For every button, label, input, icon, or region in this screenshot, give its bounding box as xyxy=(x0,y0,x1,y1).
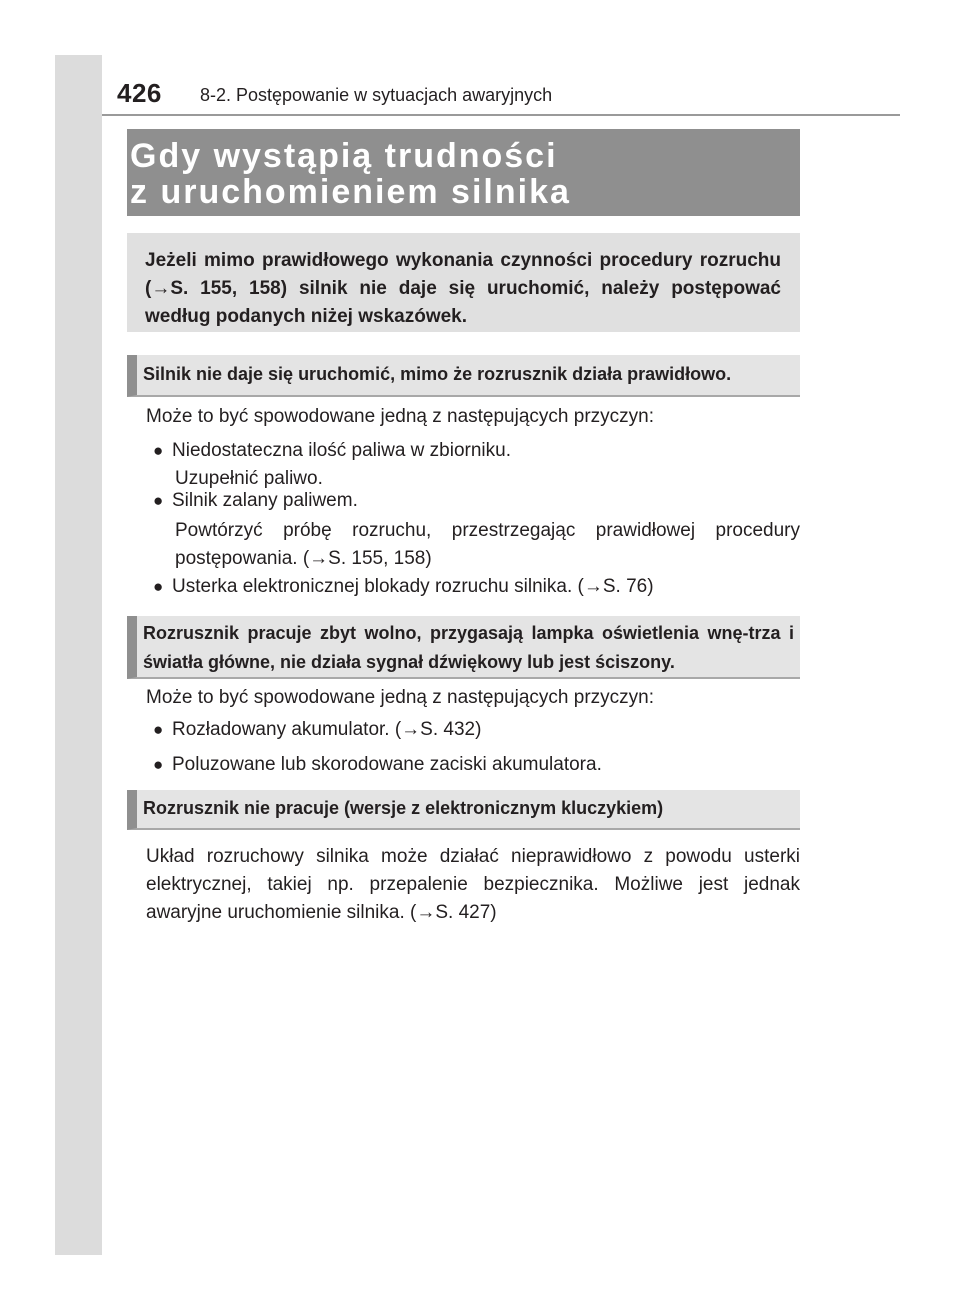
list-item-text: Niedostateczna ilość paliwa w zbiorniku. xyxy=(172,440,511,461)
section-heading-3-text: Rozrusznik nie pracuje (wersje z elektronicznym kluczykiem) xyxy=(143,798,664,818)
list-item xyxy=(150,487,800,571)
bullet-icon: ● xyxy=(153,755,164,774)
list-item xyxy=(150,437,800,493)
list-item-text: Silnik zalany paliwem. xyxy=(172,490,358,511)
section-2-lead: Może to być spowodowane jedną z następujących przyczyn: xyxy=(146,687,654,708)
list-item-text: Rozładowany akumulator. (→S. 432) xyxy=(172,719,482,740)
page-title-line-2: z uruchomieniem silnika xyxy=(130,173,571,211)
section-heading-3 xyxy=(127,790,800,830)
list-item-text: Usterka elektronicznej blokady rozruchu silnika. (→S. 76) xyxy=(172,576,654,597)
list-item xyxy=(150,751,800,779)
header-rule xyxy=(102,114,900,116)
list-item xyxy=(150,573,800,601)
title-banner xyxy=(127,129,800,216)
page-number: 426 xyxy=(117,78,162,108)
section-label: 8-2. Postępowanie w sytuacjach awaryjnych xyxy=(200,85,553,105)
list-item-text: Poluzowane lub skorodowane zaciski akumulatora. xyxy=(172,754,602,775)
section-heading-1 xyxy=(127,355,800,397)
page-side-strip xyxy=(55,55,102,1255)
section-heading-2-text: Rozrusznik pracuje zbyt wolno, przygasają lampka oświetlenia wnę-trza i światła główne, nie działa sygnał dźwiękowy lub jest ściszony. xyxy=(143,623,794,672)
page-header xyxy=(102,74,900,114)
section-heading-1-text: Silnik nie daje się uruchomić, mimo że rozrusznik działa prawidłowo. xyxy=(143,364,732,384)
list-item-note: Uzupełnić paliwo. xyxy=(175,468,323,489)
section-1-lead: Może to być spowodowane jedną z następujących przyczyn: xyxy=(146,406,654,427)
intro-text: Jeżeli mimo prawidłowego wykonania czynności procedury rozruchu (→S. 155, 158) silnik nie daje się uruchomić, należy postępować według podanych niżej wskazówek. xyxy=(145,250,781,327)
list-item xyxy=(150,716,800,744)
bullet-icon: ● xyxy=(153,720,164,739)
page-title-line-1: Gdy wystąpią trudności xyxy=(130,137,558,175)
intro-box xyxy=(127,233,800,332)
list-item-note: Powtórzyć próbę rozruchu, przestrzegając prawidłowej procedury postępowania. (→S. 155, 158) xyxy=(175,520,800,569)
section-heading-2 xyxy=(127,616,800,679)
bullet-icon: ● xyxy=(153,441,164,460)
section-3-body: Układ rozruchowy silnika może działać nieprawidłowo z powodu usterki elektrycznej, takiej np. przepalenie bezpiecznika. Możliwe jest jednak awaryjne uruchomienie silnika. (→S. 427) xyxy=(146,846,800,923)
bullet-icon: ● xyxy=(153,577,164,596)
bullet-icon: ● xyxy=(153,491,164,510)
